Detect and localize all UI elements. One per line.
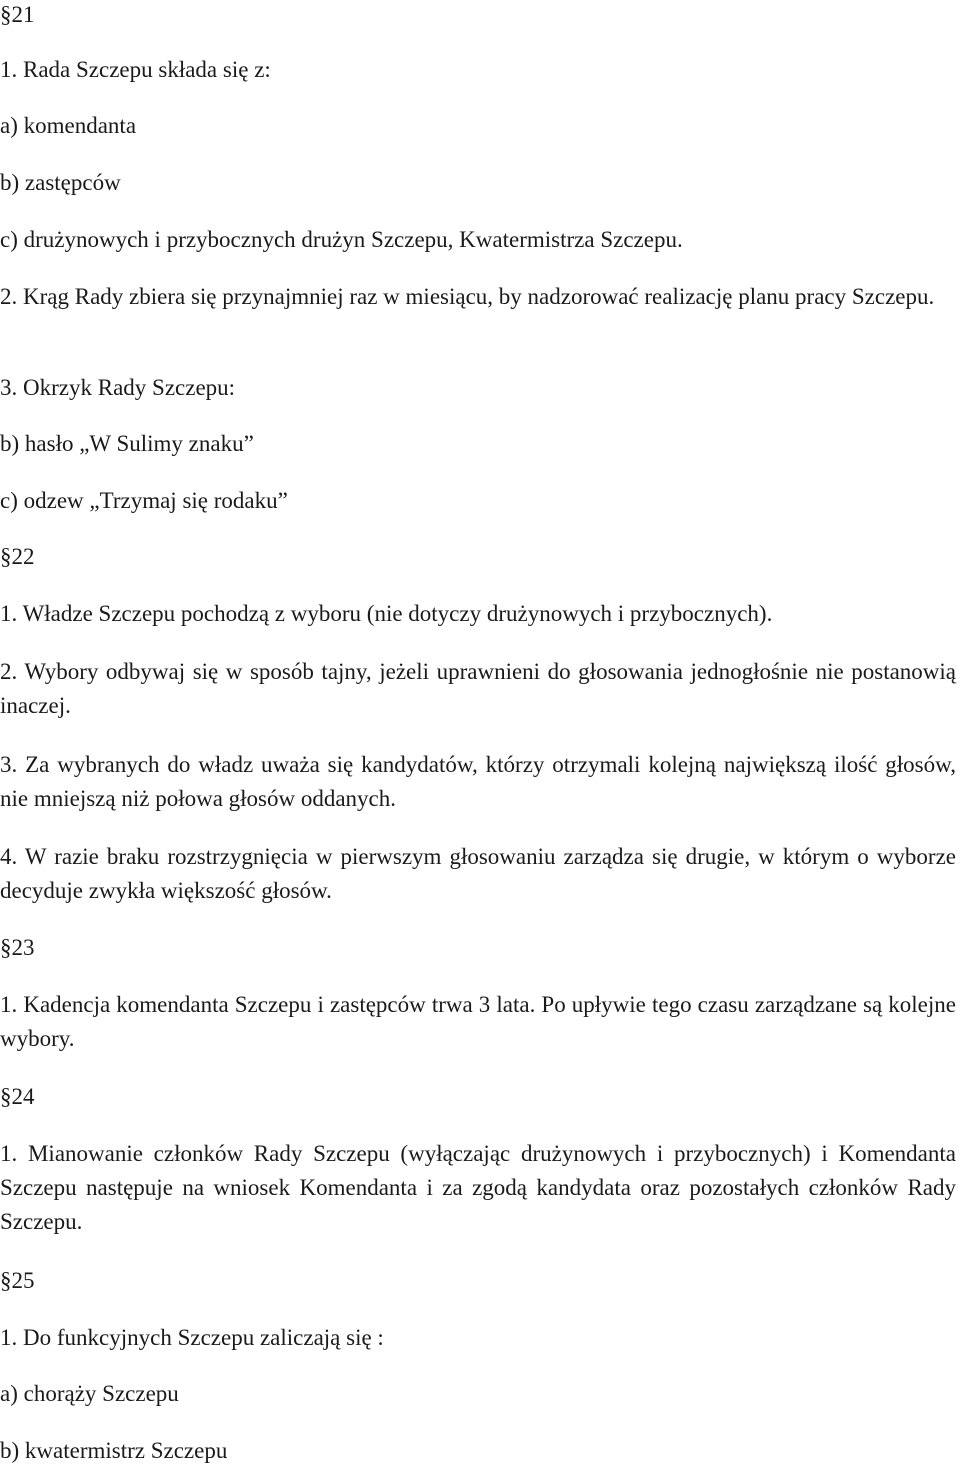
section-21-point-1: 1. Rada Szczepu składa się z:: [0, 57, 271, 82]
section-23-point-1: 1. Kadencja komendanta Szczepu i zastępców trwa 3 lata. Po upływie tego czasu zarządzane są kolejne wybory.: [0, 992, 956, 1051]
section-21-item-a: a) komendanta: [0, 113, 137, 138]
section-22-point-2: 2. Wybory odbywaj się w sposób tajny, jeżeli uprawnieni do głosowania jednogłośnie nie postanowią inaczej.: [0, 659, 956, 718]
section-heading-24: §24: [0, 1084, 35, 1109]
section-22-point-4: 4. W razie braku rozstrzygnięcia w pierwszym głosowaniu zarządza się drugie, w którym o wyborze decyduje zwykła większość głosów.: [0, 844, 956, 903]
section-21-item-b: b) zastępców: [0, 170, 121, 195]
section-21-point-3: 3. Okrzyk Rady Szczepu:: [0, 375, 236, 400]
section-heading-23: §23: [0, 935, 35, 960]
section-heading-22: §22: [0, 544, 35, 569]
section-21-point-2: 2. Krąg Rady zbiera się przynajmniej raz w miesiącu, by nadzorować realizację planu pracy Szczepu.: [0, 284, 935, 309]
section-24-point-1: 1. Mianowanie członków Rady Szczepu (wyłączając drużynowych i przybocznych) i Komendanta Szczepu następuje na wniosek Komendanta i za zgodą kandydata oraz pozostałych członków Rady Szczepu.: [0, 1141, 956, 1234]
section-21-item-c: c) drużynowych i przybocznych drużyn Szczepu, Kwatermistrza Szczepu.: [0, 227, 683, 252]
section-21-point-3-item-b: b) hasło „W Sulimy znaku”: [0, 431, 254, 456]
section-25-item-b: b) kwatermistrz Szczepu: [0, 1438, 228, 1463]
section-22-point-1: 1. Władze Szczepu pochodzą z wyboru (nie dotyczy drużynowych i przybocznych).: [0, 601, 773, 626]
section-22-point-3: 3. Za wybranych do władz uważa się kandydatów, którzy otrzymali kolejną największą ilość głosów, nie mniejszą niż połowa głosów oddanych.: [0, 752, 956, 811]
section-heading-25: §25: [0, 1268, 35, 1293]
section-21-point-3-item-c: c) odzew „Trzymaj się rodaku”: [0, 488, 288, 513]
section-25-item-a: a) chorąży Szczepu: [0, 1381, 179, 1406]
section-25-point-1: 1. Do funkcyjnych Szczepu zaliczają się :: [0, 1325, 384, 1350]
section-heading-21: §21: [0, 2, 35, 27]
